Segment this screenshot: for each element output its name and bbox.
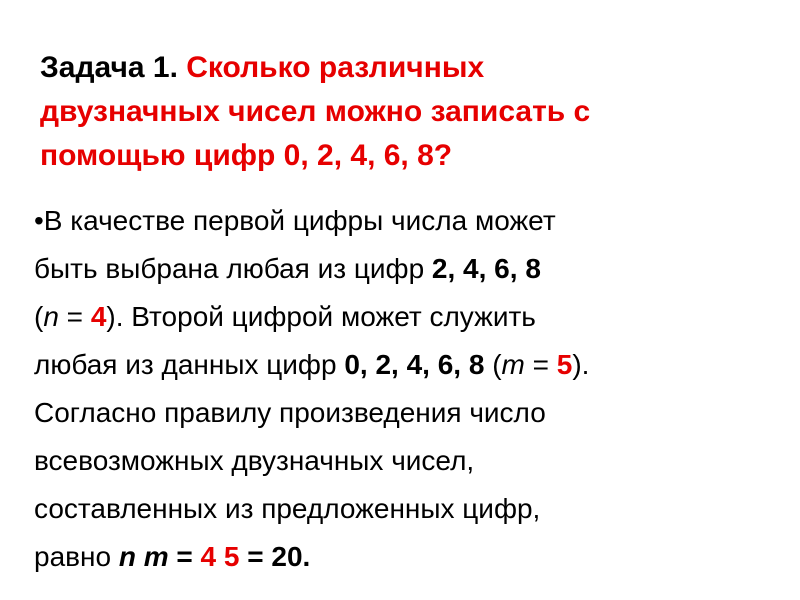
second-digit-options: 0, 2, 4, 6, 8 [344, 349, 485, 380]
solution-line-7: составленных из предложенных цифр, [34, 493, 541, 524]
line-4-open: ( [484, 349, 502, 380]
result-value: = 20. [239, 541, 311, 572]
line-3-eq: = [58, 301, 91, 332]
task-question-line-2: двузначных чисел можно записать с [40, 95, 591, 128]
product-factor-5: 5 [223, 541, 240, 572]
solution-line-2 [34, 245, 784, 293]
var-m: m [501, 349, 525, 380]
line-3-rest: ). Второй цифрой может служить [106, 301, 536, 332]
solution-line-6: всевозможных двузначных чисел, [34, 445, 475, 476]
n-value: 4 [90, 301, 107, 332]
line-8-space [216, 541, 224, 572]
line-8-eq-1: = [168, 541, 201, 572]
line-8-text: равно [34, 541, 119, 572]
line-4-close: ). [572, 349, 590, 380]
task-question-line-3: помощью цифр 0, 2, 4, 6, 8? [40, 139, 453, 172]
task-label: Задача 1. [40, 51, 178, 84]
line-2-text: быть выбрана любая из цифр [34, 253, 432, 284]
task-title [40, 46, 740, 178]
solution-line-8 [34, 533, 784, 581]
product-factor-4: 4 [200, 541, 217, 572]
solution-line-3 [34, 293, 784, 341]
solution-line-1: •В качестве первой цифры числа может [34, 205, 556, 236]
first-digit-options: 2, 4, 6, 8 [431, 253, 541, 284]
line-4-text: любая из данных цифр [34, 349, 345, 380]
solution-line-4 [34, 341, 784, 389]
solution-line-5: Согласно правилу произведения число [34, 397, 546, 428]
product-nm: n m [118, 541, 169, 572]
line-3-open: ( [34, 301, 44, 332]
var-n: n [43, 301, 59, 332]
task-question-line-1: Сколько различных [186, 51, 485, 84]
solution-text [34, 197, 784, 581]
line-4-eq: = [524, 349, 557, 380]
m-value: 5 [556, 349, 573, 380]
